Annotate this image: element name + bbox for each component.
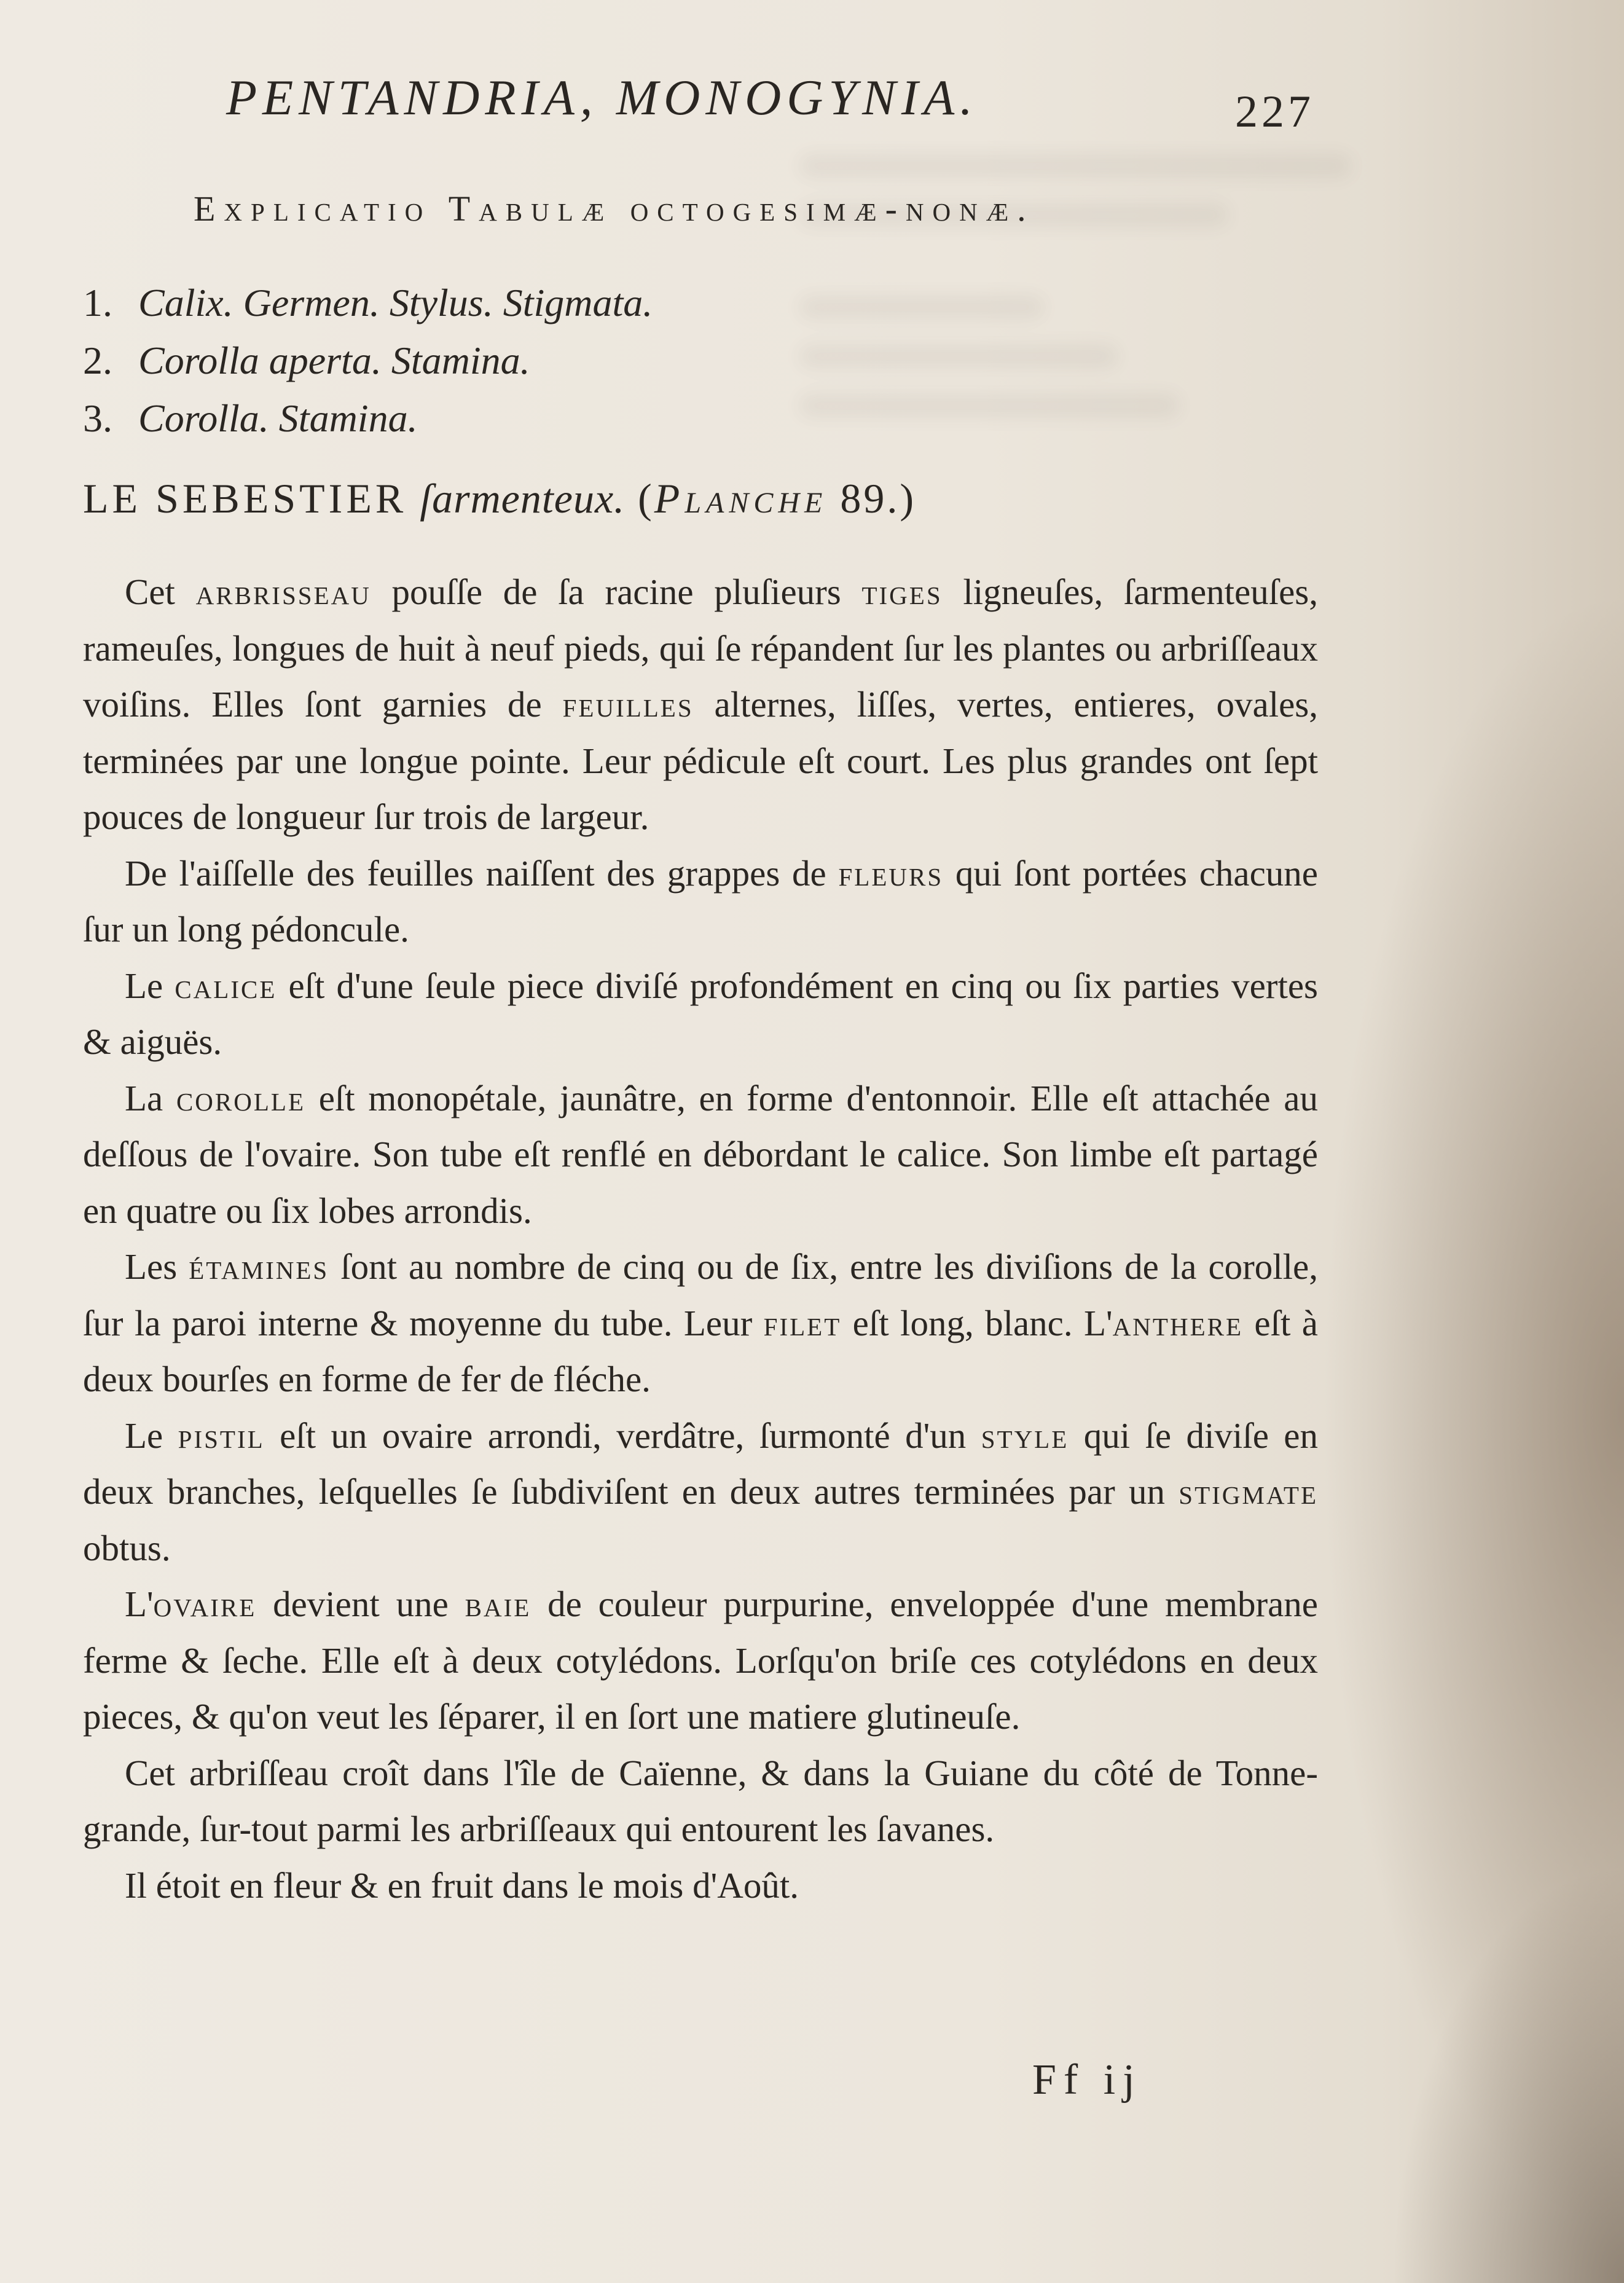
organ-term: feuilles — [562, 684, 694, 725]
organ-term: baie — [465, 1584, 532, 1624]
text-run: Le — [125, 965, 175, 1006]
organ-term: anthere — [1112, 1302, 1244, 1343]
text-run: Cet arbriſſeau croît dans l'île de Caïenne, & dans la Guiane du côté de Tonne-grande, ſur-tout parmi les arbriſſeaux qui entourent les ſavanes. — [83, 1752, 1318, 1849]
species-epithet: ſarmenteux. — [420, 475, 626, 522]
organ-term: calice — [175, 965, 277, 1006]
paragraph — [83, 1071, 1318, 1240]
organ-term: corolle — [176, 1077, 305, 1118]
text-run: qui ſont portées chacune ſur un long pédoncule. — [83, 852, 1318, 949]
organ-term: arbrisseau — [195, 572, 371, 612]
text-run: eſt monopétale, jaunâtre, en forme d'entonnoir. Elle eſt attachée au deſſous de l'ovaire. Son tube eſt renflé en débordant le calice. Son limbe eſt partagé en quatre ou ſix lobes arrondis. — [83, 1077, 1318, 1231]
legend-item — [83, 390, 653, 447]
organ-term: fleurs — [838, 852, 944, 894]
running-head: PENTANDRIA, MONOGYNIA. — [226, 69, 978, 125]
text-run: devient une — [256, 1584, 465, 1624]
text-run: Cet — [125, 572, 196, 612]
text-run: alternes, liſſes, vertes, entieres, ovales, terminées par une longue pointe. Leur pédicule eſt court. Les plus grandes ont ſept pouces de longueur ſur trois de largeur. — [83, 684, 1318, 837]
paragraph — [83, 958, 1318, 1071]
plate-ref-word: Planche — [654, 475, 828, 522]
legend-text: Corolla aperta. Stamina. — [138, 339, 530, 382]
text-run: Le — [125, 1415, 178, 1456]
paragraph — [83, 1576, 1318, 1745]
page-number: 227 — [1235, 87, 1314, 137]
species-title — [83, 474, 916, 523]
organ-term: étamines — [189, 1246, 329, 1287]
legend-number: 3. — [83, 396, 112, 440]
text-run: obtus. — [83, 1527, 171, 1568]
legend-item — [83, 332, 653, 390]
text-run: pouſſe de ſa racine pluſieurs — [371, 572, 862, 612]
plate-ref-open: ( — [638, 475, 654, 522]
legend-item — [83, 274, 653, 332]
legend-text: Corolla. Stamina. — [138, 396, 418, 440]
legend-number: 2. — [83, 339, 112, 382]
plate-ref-number: 89.) — [840, 475, 917, 522]
text-run: L' — [125, 1584, 154, 1624]
paragraph — [83, 1858, 1318, 1914]
paragraph — [83, 1408, 1318, 1577]
description-body — [83, 564, 1318, 1914]
text-run: Les — [125, 1246, 189, 1287]
organ-term: stigmate — [1179, 1471, 1318, 1512]
organ-term: ovaire — [153, 1584, 257, 1624]
text-run: eſt d'une ſeule piece diviſé profondément en cinq ou ſix parties vertes & aiguës. — [83, 965, 1318, 1062]
organ-term: filet — [763, 1302, 842, 1343]
text-run: eſt un ovaire arrondi, verdâtre, ſurmonté d'un — [264, 1415, 981, 1456]
text-run: qui ſe diviſe en deux branches, leſquelles ſe ſubdiviſent en deux autres terminées par un — [83, 1415, 1318, 1512]
text-run: ligneuſes, ſarmenteuſes, rameuſes, longues de huit à neuf pieds, qui ſe répandent ſur les plantes ou arbriſſeaux voiſins. Elles ſont garnies de — [83, 572, 1319, 725]
text-run: eſt long, blanc. L' — [841, 1302, 1113, 1343]
signature-mark: Ff ij — [1032, 2056, 1142, 2104]
text-run: de couleur purpurine, enveloppée d'une membrane ferme & ſeche. Elle eſt à deux cotylédons. Lorſqu'on briſe ces cotylédons en deux pieces, & qu'on veut les ſéparer, il en ſort une matiere glutineuſe. — [83, 1584, 1318, 1737]
text-run: La — [125, 1077, 176, 1118]
text-run: De l'aiſſelle des feuilles naiſſent des grappes de — [125, 852, 839, 894]
paragraph — [83, 1239, 1318, 1408]
species-name: LE SEBESTIER — [83, 475, 407, 522]
organ-term: style — [981, 1415, 1069, 1456]
plate-explanation-heading: Explicatio Tabulæ octogesimæ-nonæ. — [194, 189, 1035, 229]
organ-term: tiges — [861, 572, 943, 612]
paragraph — [83, 1745, 1318, 1858]
paragraph — [83, 846, 1318, 958]
plate-legend — [83, 274, 653, 447]
text-run: Il étoit en fleur & en fruit dans le mois d'Août. — [125, 1865, 799, 1906]
legend-text: Calix. Germen. Stylus. Stigmata. — [138, 281, 653, 324]
legend-number: 1. — [83, 281, 112, 324]
text-run: eſt à deux bourſes en forme de fer de fléche. — [83, 1302, 1318, 1399]
paragraph — [83, 564, 1318, 846]
text-run: ſont au nombre de cinq ou de ſix, entre les diviſions de la corolle, ſur la paroi interne & moyenne du tube. Leur — [83, 1246, 1318, 1343]
organ-term: pistil — [178, 1415, 265, 1456]
